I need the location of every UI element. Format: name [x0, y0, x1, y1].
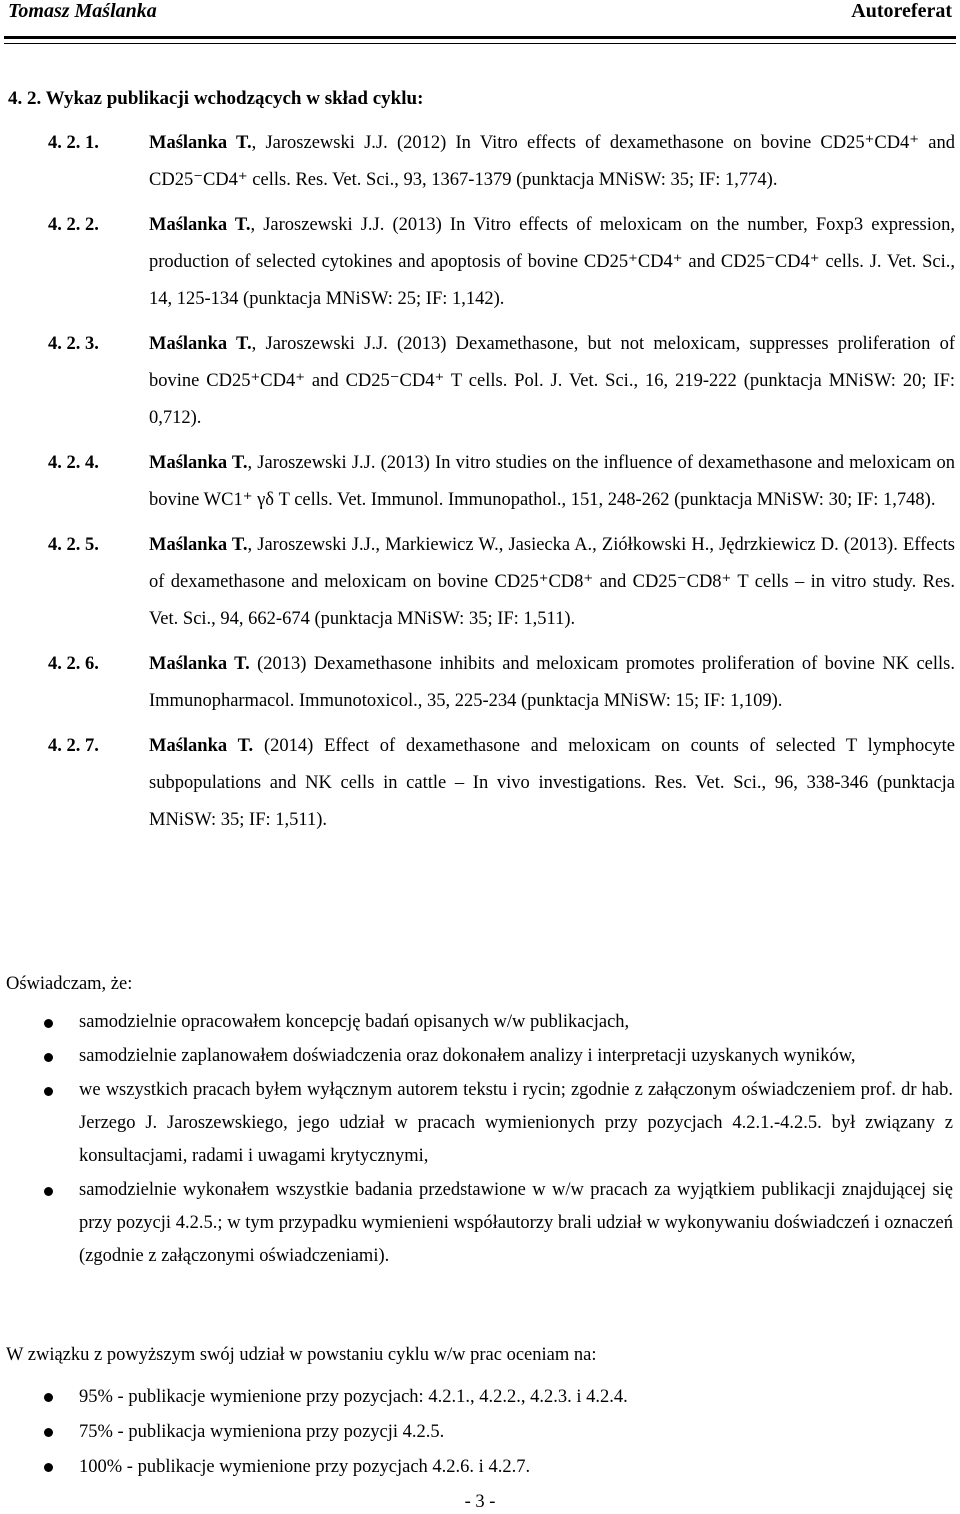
declaration-item: [0, 1074, 953, 1173]
header-doc-type: Autoreferat: [851, 0, 952, 22]
share-item: [0, 1380, 953, 1415]
publication-item: [0, 125, 960, 199]
share-intro: W związku z powyższym swój udział w powstaniu cyklu w/w prac oceniam na:: [6, 1345, 597, 1365]
page-number: - 3 -: [464, 1492, 496, 1512]
declaration-text: samodzielnie wykonałem wszystkie badania przedstawione w w/w pracach za wyjątkiem publikacji znajdującej się przy pozycji 4.2.5.; w tym przypadku wymienieni współautorzy brali udział w wykonywaniu doświadczeń i oznaczeń (zgodnie z załączonymi oświadczeniami).: [79, 1180, 953, 1266]
bullet-icon: [44, 1393, 53, 1402]
declaration-text: samodzielnie zaplanowałem doświadczenia oraz dokonałem analizy i interpretacji uzyskanych wyników,: [79, 1046, 856, 1066]
publication-author: Maślanka T.: [149, 736, 254, 756]
publication-text: [149, 326, 955, 437]
publication-author: Maślanka T.: [149, 535, 248, 555]
publication-item: [0, 646, 960, 720]
bullet-icon: [44, 1463, 53, 1472]
publication-text: [149, 125, 955, 199]
publication-item: [0, 728, 960, 839]
bullet-icon: [44, 1087, 53, 1096]
bullet-icon: [44, 1187, 53, 1196]
publication-citation: (2014) Effect of dexamethasone and meloxicam on counts of selected T lymphocyte subpopulations and NK cells in cattle – In vivo investigations. Res. Vet. Sci., 96, 338-346 (punktacja MNiSW: 35; IF: 1,511).: [149, 736, 956, 830]
share-text: 95% - publikacje wymienione przy pozycjach: 4.2.1., 4.2.2., 4.2.3. i 4.2.4.: [79, 1387, 628, 1407]
bullet-icon: [44, 1053, 53, 1062]
page-header: [0, 0, 960, 28]
declaration-item: [0, 1040, 953, 1073]
publication-number: 4. 2. 1.: [48, 133, 99, 153]
publication-item: [0, 207, 960, 318]
publication-citation: , Jaroszewski J.J. (2013) In Vitro effects of meloxicam on the number, Foxp3 expression, production of selected cytokines and apoptosis of bovine CD25⁺CD4⁺ and CD25⁻CD4⁺ cells. J. Vet. Sci., 14, 125-134 (punktacja MNiSW: 25; IF: 1,142).: [149, 215, 955, 309]
publication-text: [149, 207, 955, 318]
header-author: Tomasz Maślanka: [8, 0, 157, 22]
bullet-icon: [44, 1019, 53, 1028]
publication-number: 4. 2. 7.: [48, 736, 99, 756]
publication-list: [0, 125, 960, 847]
publication-number: 4. 2. 6.: [48, 654, 99, 674]
publication-number: 4. 2. 3.: [48, 334, 99, 354]
declaration-list: [0, 1006, 960, 1274]
share-item: [0, 1450, 953, 1485]
header-rule: [4, 36, 956, 44]
publication-number: 4. 2. 5.: [48, 535, 99, 555]
publication-citation: (2013) Dexamethasone inhibits and meloxicam promotes proliferation of bovine NK cells. Immunopharmacol. Immunotoxicol., 35, 225-234 (punktacja MNiSW: 15; IF: 1,109).: [149, 654, 955, 711]
publication-author: Maślanka T.: [149, 334, 252, 354]
publication-number: 4. 2. 4.: [48, 453, 99, 473]
publication-author: Maślanka T.: [149, 453, 248, 473]
publication-text: [149, 445, 955, 519]
bullet-icon: [44, 1428, 53, 1437]
section-title: 4. 2. Wykaz publikacji wchodzących w skład cyklu:: [8, 88, 424, 109]
publication-citation: , Jaroszewski J.J. (2013) In vitro studies on the influence of dexamethasone and meloxicam on bovine WC1⁺ γδ T cells. Vet. Immunol. Immunopathol., 151, 248-262 (punktacja MNiSW: 30; IF: 1,748).: [149, 453, 955, 510]
declaration-intro: Oświadczam, że:: [6, 974, 133, 994]
publication-item: [0, 527, 960, 638]
declaration-item: [0, 1174, 953, 1273]
share-list: [0, 1380, 960, 1485]
share-text: 75% - publikacja wymieniona przy pozycji 4.2.5.: [79, 1422, 445, 1442]
publication-text: [149, 728, 955, 839]
publication-number: 4. 2. 2.: [48, 215, 99, 235]
declaration-text: we wszystkich pracach byłem wyłącznym autorem tekstu i rycin; zgodnie z załączonym oświadczeniem prof. dr hab. Jerzego J. Jaroszewskiego, jego udział w pracach wymienionych przy pozycjach 4.2.1.-4.2.5. był związany z konsultacjami, radami i uwagami krytycznymi,: [79, 1080, 953, 1166]
publication-citation: , Jaroszewski J.J. (2013) Dexamethasone, but not meloxicam, suppresses proliferation of bovine CD25⁺CD4⁺ and CD25⁻CD4⁺ T cells. Pol. J. Vet. Sci., 16, 219-222 (punktacja MNiSW: 20; IF: 0,712).: [149, 334, 955, 428]
publication-author: Maślanka T.: [149, 654, 250, 674]
share-text: 100% - publikacje wymienione przy pozycjach 4.2.6. i 4.2.7.: [79, 1457, 531, 1477]
publication-citation: , Jaroszewski J.J., Markiewicz W., Jasiecka A., Ziółkowski H., Jędrzkiewicz D. (2013). Effects of dexamethasone and meloxicam on bovine CD25⁺CD8⁺ and CD25⁻CD8⁺ T cells – in vitro study. Res. Vet. Sci., 94, 662-674 (punktacja MNiSW: 35; IF: 1,511).: [149, 535, 955, 629]
declaration-text: samodzielnie opracowałem koncepcję badań opisanych w/w publikacjach,: [79, 1012, 630, 1032]
declaration-item: [0, 1006, 953, 1039]
publication-author: Maślanka T.: [149, 133, 252, 153]
share-item: [0, 1415, 953, 1450]
publication-item: [0, 326, 960, 437]
publication-author: Maślanka T.: [149, 215, 251, 235]
publication-text: [149, 527, 955, 638]
publication-citation: , Jaroszewski J.J. (2012) In Vitro effects of dexamethasone on bovine CD25⁺CD4⁺ and CD25⁻CD4⁺ cells. Res. Vet. Sci., 93, 1367-1379 (punktacja MNiSW: 35; IF: 1,774).: [149, 133, 956, 190]
publication-text: [149, 646, 955, 720]
publication-item: [0, 445, 960, 519]
